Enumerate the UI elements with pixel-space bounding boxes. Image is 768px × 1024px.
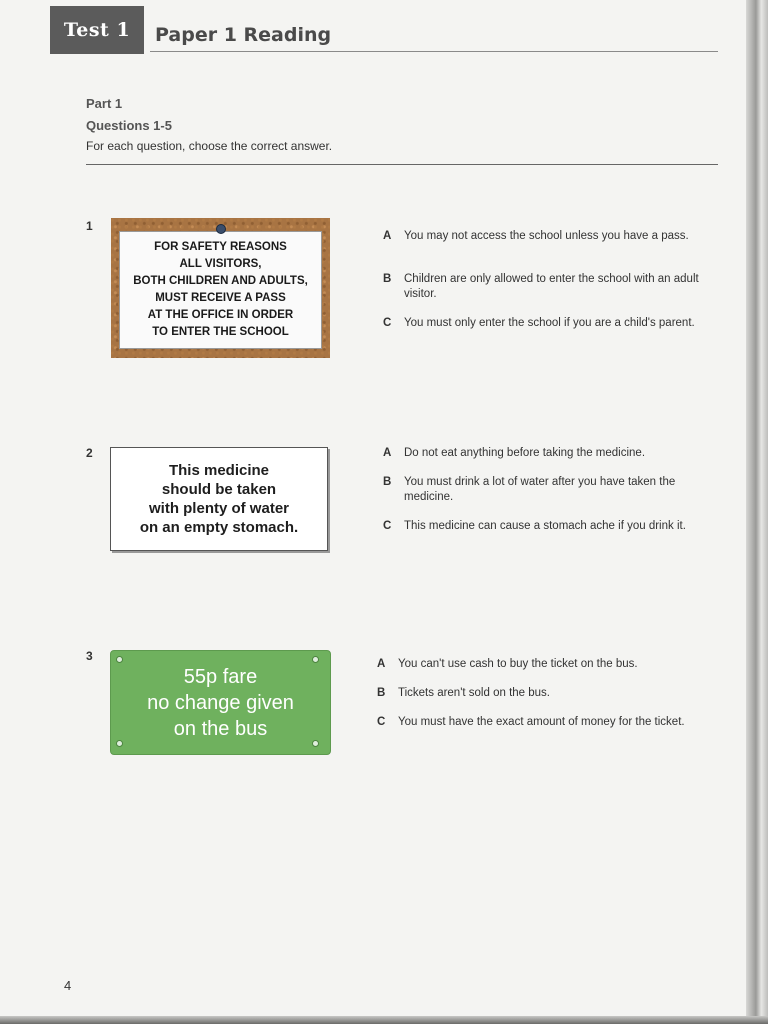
option-letter: B (383, 273, 392, 285)
medicine-label-sign (110, 447, 328, 551)
test-label-box: Test 1 (50, 6, 144, 54)
option-letter: B (377, 687, 386, 699)
option-text: This medicine can cause a stomach ache if you drink it. (404, 520, 686, 532)
sign-line: with plenty of water (148, 500, 289, 517)
option-text: You must only enter the school if you are a child's parent. (404, 317, 695, 329)
section-divider (86, 164, 718, 165)
page-bottom-edge (0, 1016, 768, 1024)
school-notice-sign (119, 231, 322, 349)
sign-line: 55p fare (183, 665, 258, 688)
option-text: Do not eat anything before taking the medicine. (404, 447, 646, 459)
sign-line: This medicine (168, 462, 270, 479)
sign-line: AT THE OFFICE IN ORDER (147, 309, 294, 321)
part-label: Part 1 (86, 96, 123, 111)
option-letter: A (383, 230, 392, 242)
option-letter: C (377, 716, 386, 728)
header-rule (150, 51, 718, 52)
option-text: Children are only allowed to enter the school with an adult visitor. (404, 273, 699, 300)
option-letter: A (377, 658, 386, 670)
screw-icon (312, 740, 319, 747)
screw-icon (116, 740, 123, 747)
pushpin-icon (216, 224, 226, 234)
question-number: 1 (86, 219, 93, 233)
sign-line: no change given (147, 691, 294, 714)
page-binding-edge (746, 0, 768, 1024)
sign-line: ALL VISITORS, (179, 258, 262, 270)
option-text: You must have the exact amount of money for the ticket. (398, 716, 685, 728)
sign-line: on an empty stomach. (139, 519, 299, 536)
instruction-text: For each question, choose the correct answer. (86, 139, 333, 153)
question-number: 2 (86, 446, 93, 460)
screw-icon (312, 656, 319, 663)
option-text: You can't use cash to buy the ticket on the bus. (398, 658, 638, 670)
sign-line: FOR SAFETY REASONS (154, 241, 287, 253)
sign-line: should be taken (161, 481, 277, 498)
screw-icon (116, 656, 123, 663)
option-letter: C (383, 520, 392, 532)
sign-line: BOTH CHILDREN AND ADULTS, (133, 275, 308, 287)
page-number: 4 (64, 978, 72, 993)
option-text: You must drink a lot of water after you have taken the medicine. (404, 476, 676, 503)
paper-title: Paper 1 Reading (155, 24, 332, 46)
question-number: 3 (86, 649, 93, 663)
option-letter: A (383, 447, 392, 459)
sign-line: TO ENTER THE SCHOOL (152, 326, 289, 338)
option-text: Tickets aren't sold on the bus. (398, 687, 550, 699)
sign-line: on the bus (173, 717, 268, 740)
questions-range: Questions 1-5 (86, 118, 172, 133)
option-text: You may not access the school unless you have a pass. (404, 230, 689, 242)
bus-fare-sign (110, 650, 331, 755)
sign-line: MUST RECEIVE A PASS (155, 292, 286, 304)
option-letter: C (383, 317, 392, 329)
option-letter: B (383, 476, 392, 488)
